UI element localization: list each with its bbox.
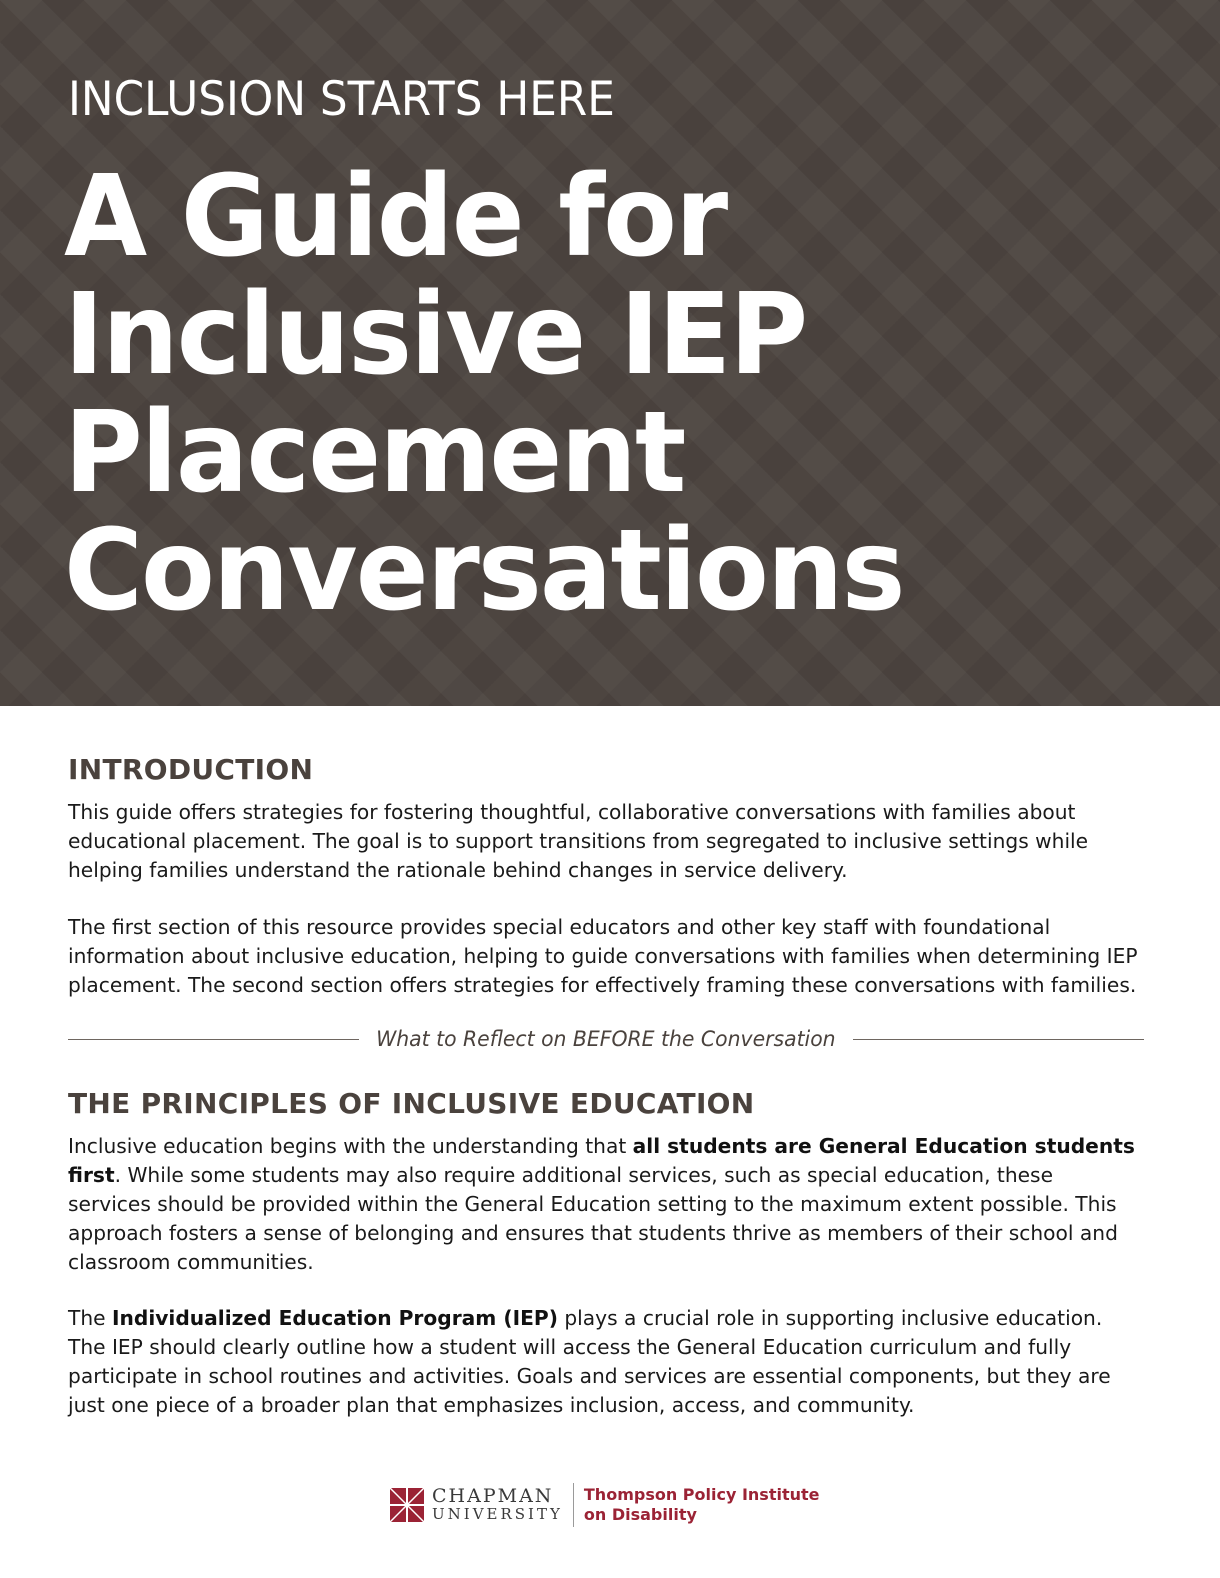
logo-separator bbox=[573, 1483, 574, 1527]
divider-label: What to Reflect on BEFORE the Conversation bbox=[376, 1027, 836, 1051]
principles-paragraph bbox=[68, 1304, 1142, 1420]
institute-wordmark bbox=[584, 1485, 820, 1525]
hero-banner bbox=[0, 0, 1220, 706]
text-span: . While some students may also require additional services, such as special education, these services should be provided within the General Education setting to the maximum extent possible. This approach fosters a sense of belonging and ensures that students thrive as members of their school and classroom communities. bbox=[68, 1163, 1118, 1274]
chapman-wordmark bbox=[432, 1487, 563, 1523]
introduction-paragraph: This guide offers strategies for fostering thoughtful, collaborative conversations with families about educational placement. The goal is to support transitions from segregated to inclusive settings while helping families understand the rationale behind changes in service delivery. bbox=[68, 800, 1089, 882]
section-divider bbox=[68, 1024, 1144, 1054]
university-name-line2: UNIVERSITY bbox=[432, 1505, 563, 1523]
page-title bbox=[64, 152, 1139, 636]
text-span: Inclusive education begins with the understanding that bbox=[68, 1134, 633, 1158]
title-line: Inclusive IEP bbox=[64, 270, 807, 400]
institute-name-line1: Thompson Policy Institute bbox=[583, 1485, 820, 1504]
introduction-paragraph: The first section of this resource provides special educators and other key staff with foundational information about inclusive education, helping to guide conversations with families when determining IEP placement. The second section offers strategies for effectively framing these conversations with families. bbox=[68, 915, 1138, 997]
chapman-window-icon bbox=[390, 1488, 424, 1522]
divider-line-left bbox=[68, 1039, 359, 1040]
text-span: The bbox=[68, 1306, 112, 1330]
bold-text: Individualized Education Program (IEP) bbox=[111, 1306, 558, 1330]
introduction-heading: INTRODUCTION bbox=[68, 753, 314, 786]
university-name-line1: CHAPMAN bbox=[432, 1485, 554, 1507]
bold-text: all students are General Education students first bbox=[68, 1134, 1135, 1187]
principles-heading: THE PRINCIPLES OF INCLUSIVE EDUCATION bbox=[68, 1087, 755, 1120]
title-line: Placement bbox=[64, 388, 685, 518]
hero-kicker: INCLUSION STARTS HERE bbox=[68, 72, 615, 127]
footer-logos bbox=[390, 1482, 820, 1528]
institute-name-line2: on Disability bbox=[583, 1505, 697, 1524]
title-line: Conversations bbox=[64, 506, 904, 636]
text-span: plays a crucial role in supporting inclusive education. The IEP should clearly outline how a student will access the General Education curriculum and fully participate in school routines and activities. Goals and services are essential components, but they are just one piece of a broader plan that emphasizes inclusion, access, and community. bbox=[68, 1306, 1111, 1417]
divider-line-right bbox=[853, 1039, 1144, 1040]
title-line: A Guide for bbox=[64, 152, 727, 282]
principles-paragraph bbox=[68, 1132, 1142, 1277]
